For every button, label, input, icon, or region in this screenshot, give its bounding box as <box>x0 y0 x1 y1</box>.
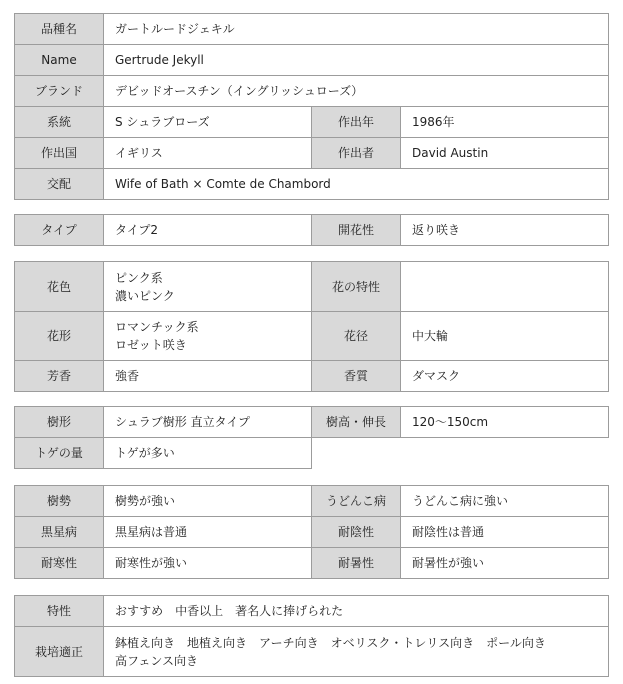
type-label: タイプ <box>15 215 104 246</box>
bloom-label: 開花性 <box>312 215 401 246</box>
cultivation-value-line: 高フェンス向き <box>115 653 199 668</box>
breeder-value: David Austin <box>401 138 609 169</box>
table-row <box>15 312 609 361</box>
vigor-value: 樹勢が強い <box>104 486 312 517</box>
cultivation-value-line: 鉢植え向き 地植え向き アーチ向き オベリスク・トレリス向き ポール向き <box>115 635 546 650</box>
brand-label: ブランド <box>15 76 104 107</box>
traits-value <box>401 262 609 312</box>
mildew-value: うどんこ病に強い <box>401 486 609 517</box>
height-label: 樹高・伸長 <box>312 407 401 438</box>
feature-value: おすすめ 中香以上 著名人に捧げられた <box>104 596 609 627</box>
thorns-value: トゲが多い <box>104 438 312 469</box>
vigor-label: 樹勢 <box>15 486 104 517</box>
country-value: イギリス <box>104 138 312 169</box>
table-row <box>15 361 609 392</box>
name-ja-label: 品種名 <box>15 14 104 45</box>
size-label: 花径 <box>312 312 401 361</box>
tree-form-label: 樹形 <box>15 407 104 438</box>
form-label: 花形 <box>15 312 104 361</box>
cross-label: 交配 <box>15 169 104 200</box>
color-value <box>104 262 312 312</box>
table-row <box>15 45 609 76</box>
cultivation-label: 栽培適正 <box>15 627 104 677</box>
health-table <box>14 485 609 579</box>
table-row <box>15 596 609 627</box>
traits-label: 花の特性 <box>312 262 401 312</box>
table-row <box>15 262 609 312</box>
table-row <box>15 76 609 107</box>
type-table <box>14 214 609 246</box>
cold-label: 耐寒性 <box>15 548 104 579</box>
table-row <box>15 215 609 246</box>
table-row <box>15 548 609 579</box>
lineage-value: S シュラブローズ <box>104 107 312 138</box>
color-label: 花色 <box>15 262 104 312</box>
scent-value: ダマスク <box>401 361 609 392</box>
cross-value: Wife of Bath × Comte de Chambord <box>104 169 609 200</box>
form-value <box>104 312 312 361</box>
form-value-line: ロゼット咲き <box>115 338 187 352</box>
table-row <box>14 406 609 438</box>
height-value: 120〜150cm <box>401 407 609 438</box>
scent-label: 香質 <box>312 361 401 392</box>
year-label: 作出年 <box>312 107 401 138</box>
shape-table <box>14 406 609 469</box>
name-en-label: Name <box>15 45 104 76</box>
color-value-line: 濃いピンク <box>115 288 175 303</box>
lineage-label: 系統 <box>15 107 104 138</box>
type-value: タイプ2 <box>104 215 312 246</box>
table-row <box>15 517 609 548</box>
table-row <box>15 14 609 45</box>
fragrance-label: 芳香 <box>15 361 104 392</box>
fragrance-value: 強香 <box>104 361 312 392</box>
thorns-label: トゲの量 <box>15 438 104 469</box>
feature-label: 特性 <box>15 596 104 627</box>
year-value: 1986年 <box>401 107 609 138</box>
basic-info-table <box>14 13 609 200</box>
country-label: 作出国 <box>15 138 104 169</box>
table-row <box>15 107 609 138</box>
breeder-label: 作出者 <box>312 138 401 169</box>
cultivation-value <box>104 627 609 677</box>
name-en-value: Gertrude Jekyll <box>104 45 609 76</box>
brand-value: デビッドオースチン（イングリッシュローズ） <box>104 76 609 107</box>
heat-label: 耐暑性 <box>312 548 401 579</box>
table-row <box>15 486 609 517</box>
mildew-label: うどんこ病 <box>312 486 401 517</box>
bloom-value: 返り咲き <box>401 215 609 246</box>
features-table <box>14 595 609 677</box>
heat-value: 耐暑性が強い <box>401 548 609 579</box>
table-row <box>15 627 609 677</box>
cold-value: 耐寒性が強い <box>104 548 312 579</box>
shade-value: 耐陰性は普通 <box>401 517 609 548</box>
table-row <box>15 138 609 169</box>
table-row <box>14 438 312 469</box>
size-value: 中大輪 <box>401 312 609 361</box>
blackspot-label: 黒星病 <box>15 517 104 548</box>
shade-label: 耐陰性 <box>312 517 401 548</box>
tree-form-value: シュラブ樹形 直立タイプ <box>104 407 312 438</box>
color-value-line: ピンク系 <box>115 270 163 285</box>
name-ja-value: ガートルードジェキル <box>104 14 609 45</box>
blackspot-value: 黒星病は普通 <box>104 517 312 548</box>
flower-table <box>14 261 609 392</box>
form-value-line: ロマンチック系 <box>115 320 199 334</box>
table-row <box>15 169 609 200</box>
